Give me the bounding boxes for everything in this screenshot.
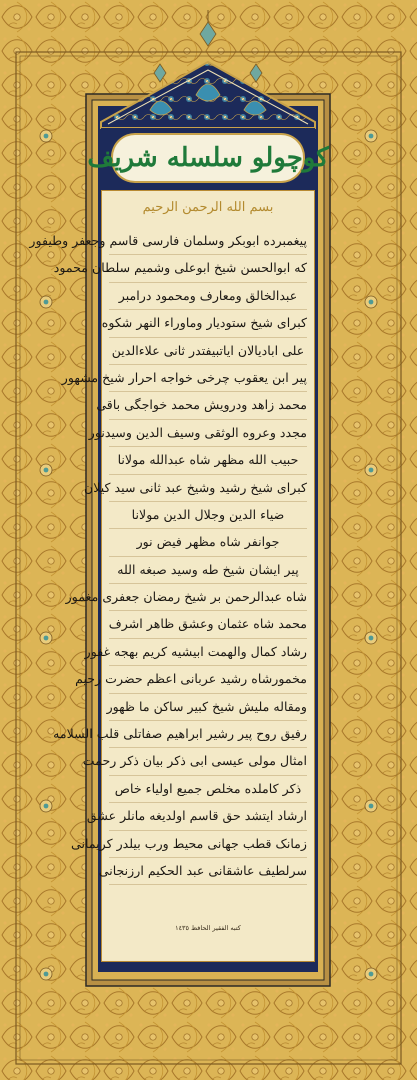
verse-line: شاه عبدالرحمن بر شیخ رمضان جعفری مغمور <box>109 584 307 611</box>
title-cartouche <box>87 128 329 190</box>
verse-line: عبدالخالق ومعارف ومحمود درامبر <box>109 283 307 310</box>
verse-lines <box>29 228 307 885</box>
verse-line: مجدد وعروه الوثقی وسیف الدین وسیدنور <box>109 420 307 447</box>
verse-line: حبیب الله مظهر شاه عبدالله مولانا <box>109 447 307 474</box>
verse-line: سرلطیف عاشقانی عبد الحکیم ارزنجانی <box>109 858 307 885</box>
verse-line: کبرای شیخ رشید وشیخ عبد ثانی سید کیلان <box>109 475 307 502</box>
verse-line: ومقاله ملیش شیخ کبیر ساکن ما ظهور <box>109 694 307 721</box>
verse-line: جوانفر شاه مظهر فیض نور <box>109 529 307 556</box>
verse-line: که ابوالحسن شیخ ابوعلی وشمیم سلطان محمود <box>109 255 307 282</box>
verse-line: مخمورشاه رشید عربانی اعظم حضرت رحیم <box>109 666 307 693</box>
verse-line: زمانک قطب جهانی محیط ورب بیلدر کریمانی <box>109 831 307 858</box>
verse-line: ضیاء الدین وجلال الدین مولانا <box>109 502 307 529</box>
verse-line: ارشاد ایتشد حق قاسم اولدیغه مانلر عشق <box>109 803 307 830</box>
verse-line: کبرای شیخ ستودیار وماوراء النهر شکوه <box>109 310 307 337</box>
verse-line: محمد شاه عثمان وعشق ظاهر اشرف <box>109 611 307 638</box>
verse-line: امثال مولی عیسی ابی ذکر بیان ذکر رحمت <box>109 748 307 775</box>
basmala: بسم الله الرحمن الرحیم <box>142 200 274 215</box>
verse-line: پیر ابن یعقوب چرخی خواجه احرار شیخ مشهور <box>109 365 307 392</box>
verse-line: رفیق روح پیر رشیر ابراهیم صفاتلی قلب السلامه <box>109 721 307 748</box>
verse-line: پیر ایشان شیخ طه وسید صبغه الله <box>109 557 307 584</box>
verse-line: رشاد کمال والهمت ابیشیه کریم بهجه غفور <box>109 639 307 666</box>
title-frame <box>87 135 329 181</box>
verse-line: محمد زاهد ودرویش محمد خواجگی باقی <box>109 392 307 419</box>
verse-line: پیغمبرده ابوبکر وسلمان فارسی قاسم وجعفر وطیفور <box>109 228 307 255</box>
verse-line: علی ابادیالان ایاتبیفتدر ثانی علاءالدین <box>109 338 307 365</box>
verse-line: ذکر کاملده مخلص جمیع اولیاء خاص <box>109 776 307 803</box>
panel-title: كوچولو سلسله شریف <box>87 143 329 173</box>
colophon: کتبه الفقیر الحافظ ١٤٣٥ <box>175 924 241 932</box>
text-panel <box>29 190 315 962</box>
